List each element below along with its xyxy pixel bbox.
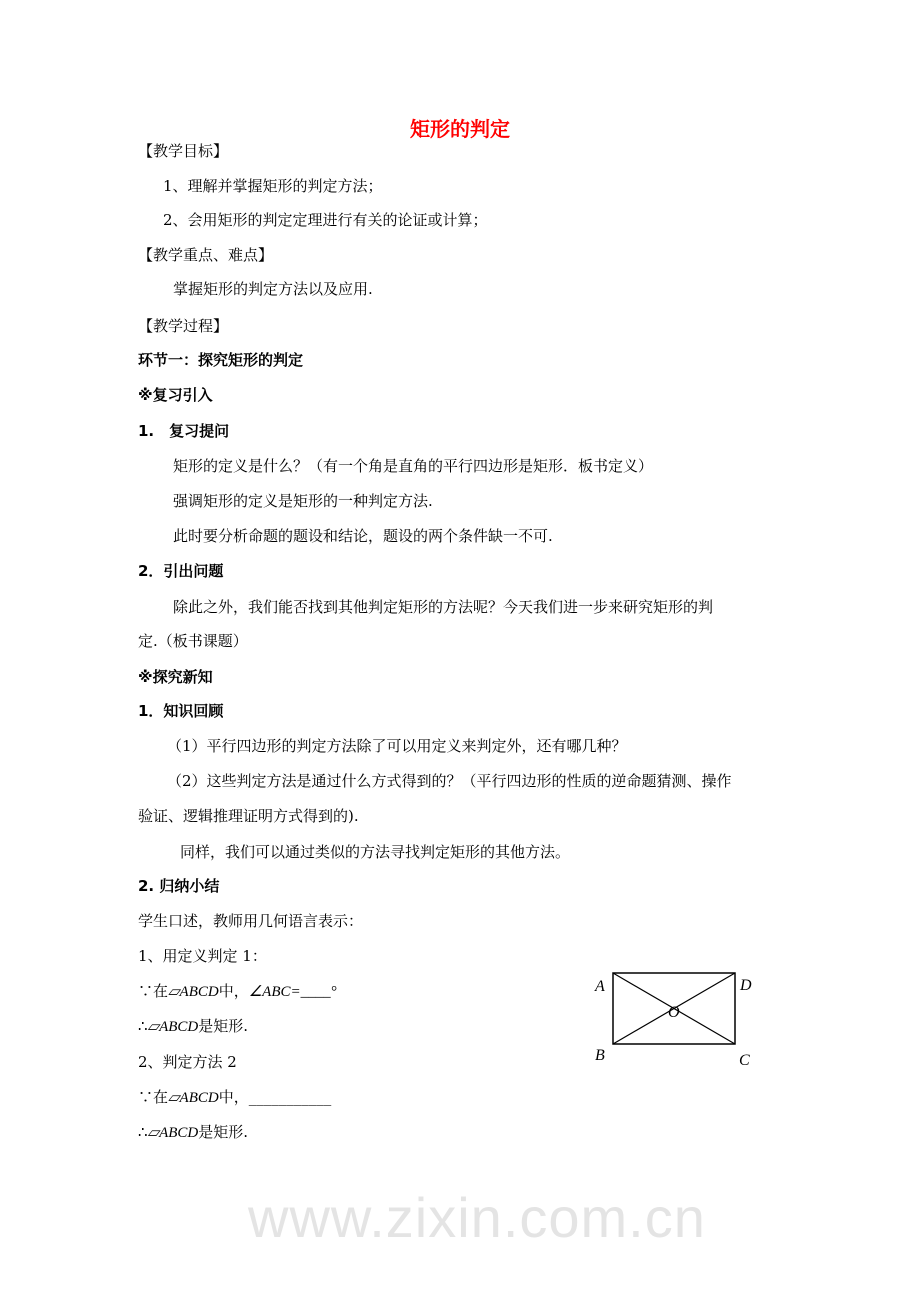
text: ∴ xyxy=(138,1123,148,1141)
parallelogram-label: ▱ABCD xyxy=(168,1090,219,1106)
objective-1: 1、理解并掌握矩形的判定方法； xyxy=(163,177,383,195)
watermark: www.zixin.com.cn xyxy=(248,1186,706,1249)
paragraph: 矩形的定义是什么？（有一个角是直角的平行四边形是矩形．板书定义） xyxy=(173,457,654,475)
label-d: D xyxy=(740,977,752,994)
text: ∵在 xyxy=(138,982,169,1000)
paragraph: 验证、逻辑推理证明方式得到的). xyxy=(138,807,359,825)
label-o: O xyxy=(668,1004,680,1021)
text: 中，___________ xyxy=(218,1088,332,1106)
paragraph: 此时要分析命题的题设和结论，题设的两个条件缺一不可. xyxy=(173,527,553,545)
paragraph: 强调矩形的定义是矩形的一种判定方法. xyxy=(173,492,433,510)
paragraph: 定.（板书课题） xyxy=(138,632,248,650)
text: 是矩形. xyxy=(198,1123,249,1141)
heading-objectives: 【教学目标】 xyxy=(138,142,229,160)
rectangle-figure xyxy=(585,965,765,1075)
document-title: 矩形的判定 xyxy=(410,117,510,141)
text: ∵在 xyxy=(138,1088,169,1106)
text: ∴ xyxy=(138,1017,148,1035)
method-1-given xyxy=(138,981,337,1002)
method-1-conclusion xyxy=(138,1016,248,1037)
label-c: C xyxy=(739,1052,750,1069)
paragraph: 同样，我们可以通过类似的方法寻找判定矩形的其他方法。 xyxy=(180,843,571,861)
explore-heading: ※探究新知 xyxy=(138,668,213,686)
heading-process: 【教学过程】 xyxy=(138,317,229,335)
angle-blank: ∠ABC=____° xyxy=(248,984,337,1000)
review-heading: ※复习引入 xyxy=(138,386,213,404)
text: 中， xyxy=(218,982,249,1000)
objective-2: 2、会用矩形的判定定理进行有关的论证或计算； xyxy=(163,211,488,229)
section-1-heading: 环节一：探究矩形的判定 xyxy=(138,351,304,369)
paragraph: （2）这些判定方法是通过什么方式得到的？（平行四边形的性质的逆命题猜测、操作 xyxy=(167,772,732,790)
parallelogram-label: ▱ABCD xyxy=(147,1125,199,1141)
method-2-heading: 2、判定方法 2 xyxy=(138,1053,237,1071)
question-heading: 2．引出问题 xyxy=(138,562,224,580)
paragraph: 除此之外，我们能否找到其他判定矩形的方法呢？今天我们进一步来研究矩形的判 xyxy=(173,598,714,616)
key-points-text: 掌握矩形的判定方法以及应用. xyxy=(173,280,373,298)
label-b: B xyxy=(595,1047,605,1064)
review-question-heading: 1. 复习提问 xyxy=(138,422,230,440)
method-2-conclusion xyxy=(138,1122,248,1143)
paragraph: 学生口述，教师用几何语言表示： xyxy=(138,912,364,930)
method-2-given xyxy=(138,1087,331,1108)
label-a: A xyxy=(595,978,605,995)
text: 是矩形. xyxy=(198,1017,249,1035)
summary-heading: 2. 归纳小结 xyxy=(138,877,220,895)
parallelogram-label: ▱ABCD xyxy=(168,984,219,1000)
parallelogram-label: ▱ABCD xyxy=(147,1019,199,1035)
method-1-heading: 1、用定义判定 1： xyxy=(138,947,267,965)
paragraph: （1）平行四边形的判定方法除了可以用定义来判定外，还有哪几种？ xyxy=(167,737,627,755)
heading-key-points: 【教学重点、难点】 xyxy=(138,246,274,264)
knowledge-review-heading: 1．知识回顾 xyxy=(138,702,224,720)
